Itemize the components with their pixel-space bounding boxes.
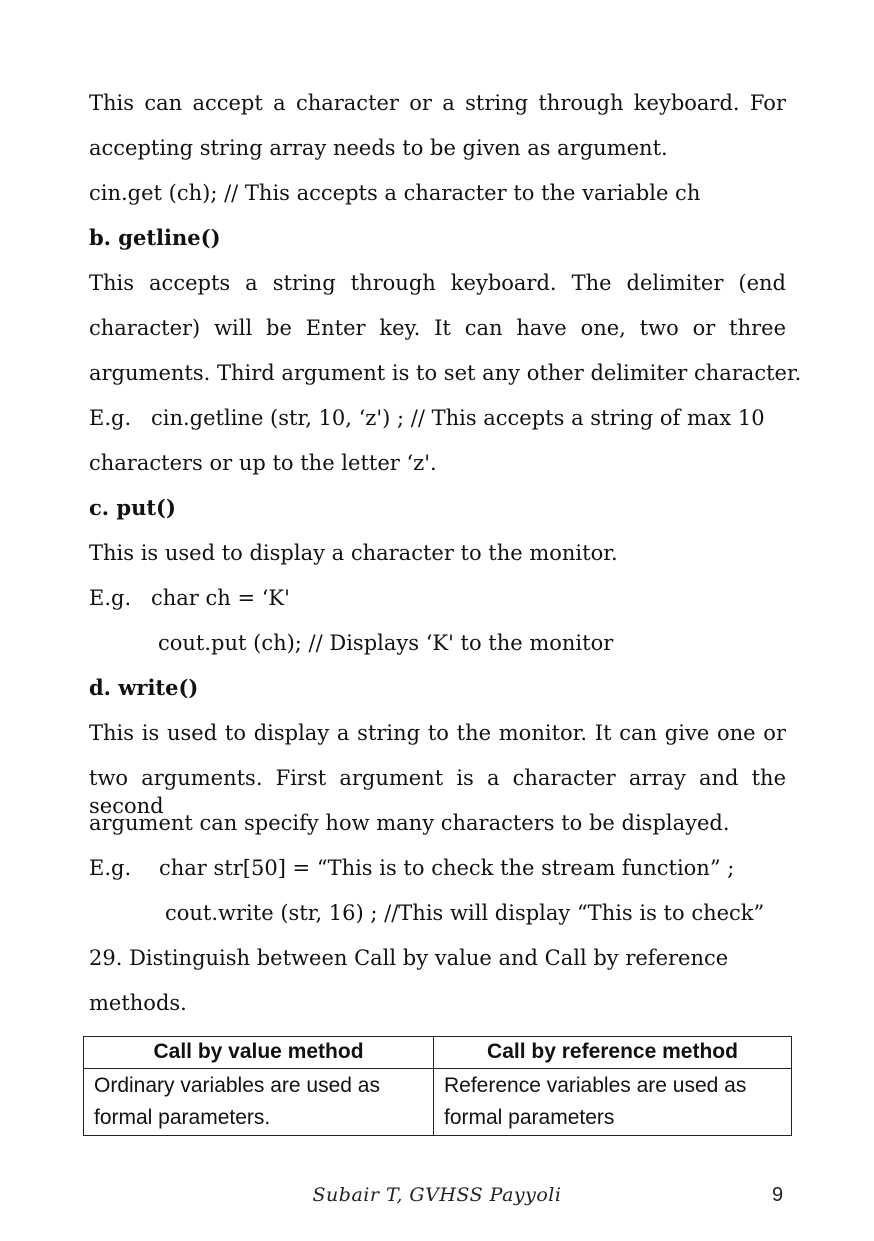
- getline-description-line-3: arguments. Third argument is to set any other delimiter character.: [89, 361, 802, 385]
- question-29-line-2: methods.: [89, 991, 187, 1015]
- cell-call-by-reference: Reference variables are used as formal parameters: [434, 1069, 792, 1136]
- write-description-line-1: This is used to display a string to the monitor. It can give one or: [89, 721, 786, 745]
- table-row: [84, 1069, 792, 1136]
- get-example: cin.get (ch); // This accepts a character to the variable ch: [89, 181, 701, 205]
- write-example-line-2: cout.write (str, 16) ; //This will display “This is to check”: [165, 901, 765, 925]
- getline-example-line-1: [89, 404, 786, 432]
- write-example-code: char str[50] = “This is to check the stream function” ;: [159, 856, 735, 880]
- write-eg-label: E.g.: [89, 856, 132, 880]
- cell-call-by-value: Ordinary variables are used as formal parameters.: [84, 1069, 434, 1136]
- get-description-line-2: accepting string array needs to be given as argument.: [89, 136, 668, 160]
- comparison-table: [83, 1036, 792, 1136]
- put-example-line-2: cout.put (ch); // Displays ‘K' to the monitor: [158, 631, 614, 655]
- put-heading: c. put(): [89, 495, 176, 520]
- get-description-line-1: This can accept a character or a string through keyboard. For: [89, 91, 786, 115]
- footer-author: Subair T, GVHSS Payyoli: [312, 1184, 562, 1206]
- header-call-by-reference: Call by reference method: [434, 1037, 792, 1069]
- getline-heading: b. getline(): [89, 225, 221, 250]
- write-heading: d. write(): [89, 675, 199, 700]
- put-example-line-1: [89, 584, 786, 612]
- getline-description-line-1: This accepts a string through keyboard. The delimiter (end: [89, 271, 786, 295]
- getline-example-line-2: characters or up to the letter ‘z'.: [89, 451, 437, 475]
- table-header-row: [84, 1037, 792, 1069]
- getline-eg-label: E.g.: [89, 406, 132, 430]
- write-description-line-2: two arguments. First argument is a character array and the second: [89, 766, 786, 818]
- put-example-code: char ch = ‘K': [151, 586, 290, 610]
- page-number: 9: [772, 1184, 784, 1206]
- put-eg-label: E.g.: [89, 586, 132, 610]
- question-29-line-1: 29. Distinguish between Call by value and Call by reference: [89, 946, 729, 970]
- getline-description-line-2: character) will be Enter key. It can have one, two or three: [89, 316, 786, 340]
- write-description-line-3: argument can specify how many characters to be displayed.: [89, 811, 730, 835]
- header-call-by-value: Call by value method: [84, 1037, 434, 1069]
- put-description: This is used to display a character to the monitor.: [89, 541, 618, 565]
- getline-example-code: cin.getline (str, 10, ‘z') ; // This accepts a string of max 10: [151, 406, 765, 430]
- write-example-line-1: [89, 854, 786, 882]
